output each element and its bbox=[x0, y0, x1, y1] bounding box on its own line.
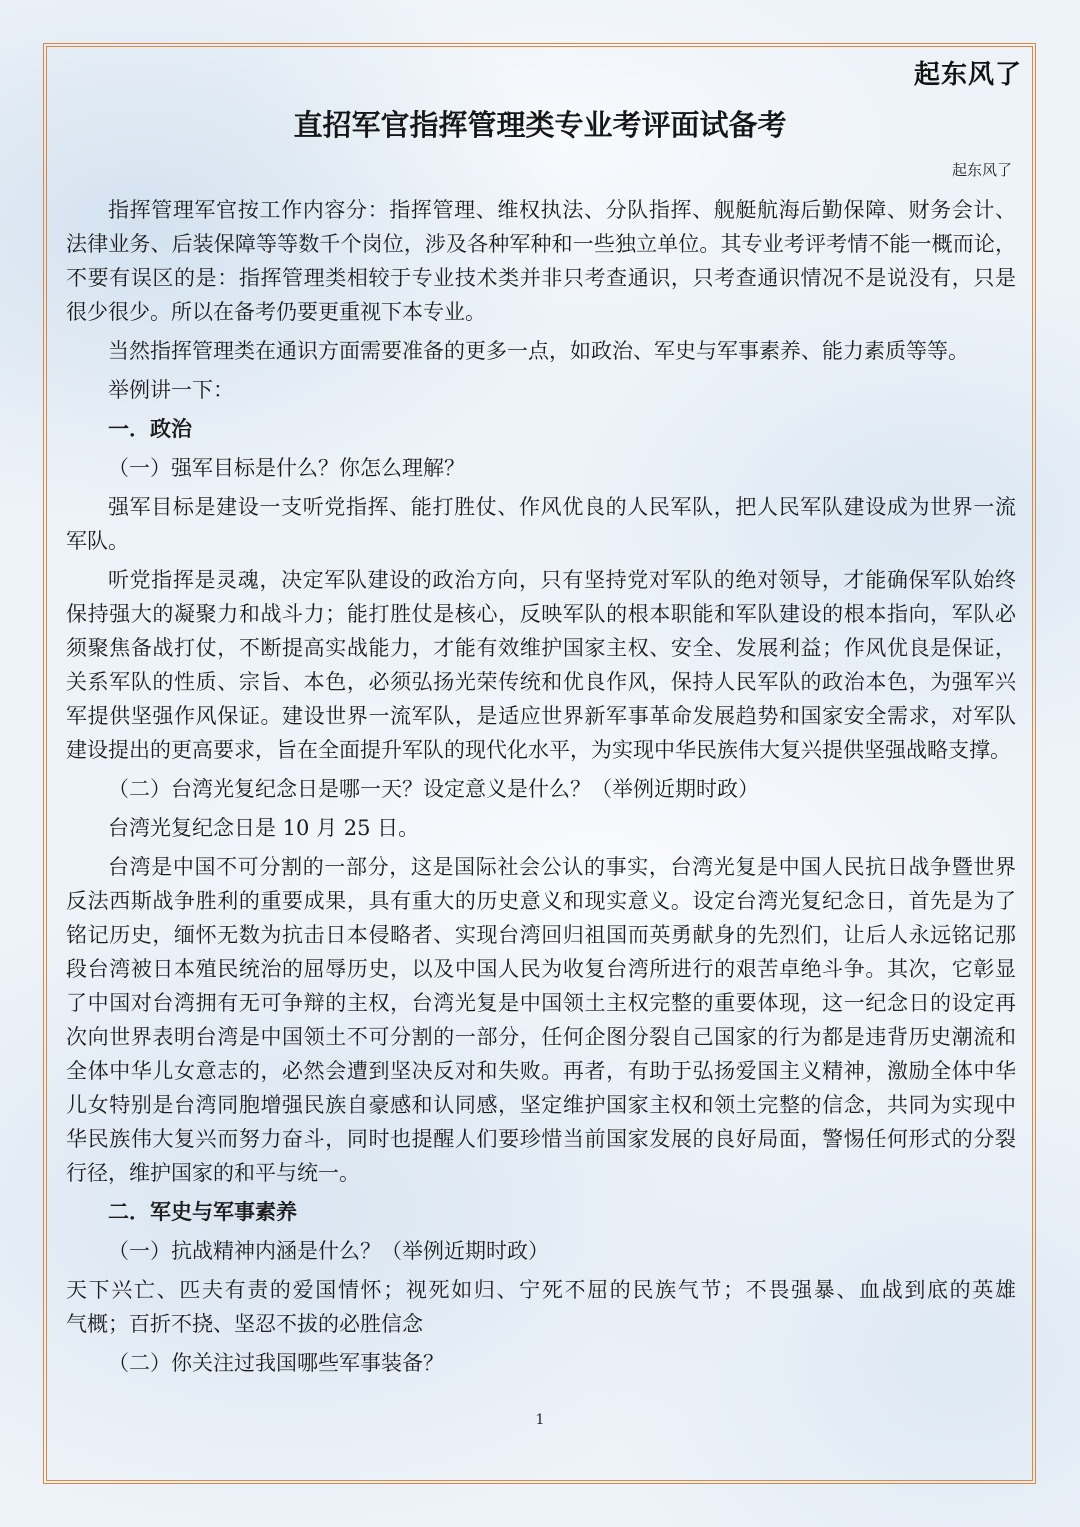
text-line: 气概；百折不挠、坚忍不拔的必胜信念 bbox=[66, 1312, 423, 1336]
text-line: 反法西斯战争胜利的重要成果，具有重大的历史意义和现实意义。设定台湾光复纪念日，首先是为了 bbox=[66, 889, 1016, 913]
document-body bbox=[66, 193, 1016, 1380]
question-text: （一）强军目标是什么？你怎么理解？ bbox=[108, 456, 465, 480]
text-line: 建设提出的更高要求，旨在全面提升军队的现代化水平，为实现中华民族伟大复兴提供坚强战略支撑。 bbox=[66, 738, 1011, 762]
text-line: 了中国对台湾拥有无可争辩的主权，台湾光复是中国领土主权完整的重要体现，这一纪念日的设定再 bbox=[66, 991, 1016, 1015]
text-line: 听党指挥是灵魂，决定军队建设的政治方向，只有坚持党对军队的绝对领导，才能确保军队始终 bbox=[108, 568, 1016, 592]
text-line: 当然指挥管理类在通识方面需要准备的更多一点，如政治、军史与军事素养、能力素质等等。 bbox=[108, 339, 969, 363]
question-text: （二）台湾光复纪念日是哪一天？设定意义是什么？（举例近期时政） bbox=[108, 777, 759, 801]
text-line: 儿女特别是台湾同胞增强民族自豪感和认同感，坚定维护国家主权和领土完整的信念，共同为实现中 bbox=[66, 1093, 1016, 1117]
text-line: 行径，维护国家的和平与统一。 bbox=[66, 1161, 360, 1185]
text-line: 全体中华儿女意志的，必然会遭到坚决反对和失败。再者，有助于弘扬爱国主义精神，激励全体中华 bbox=[66, 1059, 1016, 1083]
text-line: 强军目标是建设一支听党指挥、能打胜仗、作风优良的人民军队，把人民军队建设成为世界一流 bbox=[108, 495, 1016, 519]
text-line: 指挥管理军官按工作内容分：指挥管理、维权执法、分队指挥、舰艇航海后勤保障、财务会计、 bbox=[108, 198, 1016, 222]
text-line: 举例讲一下： bbox=[108, 378, 234, 402]
heading-text: 二．军史与军事素养 bbox=[108, 1199, 297, 1224]
section-2-question-2 bbox=[66, 1346, 1016, 1380]
text-line: 法律业务、后装保障等等数千个岗位，涉及各种军种和一些独立单位。其专业考评考情不能一概而论， bbox=[66, 232, 1016, 256]
brand-mark: 起东风了 bbox=[913, 60, 1022, 90]
section-1-question-1-answer-1 bbox=[66, 490, 1016, 558]
text-line: 很少很少。所以在备考仍要更重视下本专业。 bbox=[66, 300, 486, 324]
question-text: （一）抗战精神内涵是什么？（举例近期时政） bbox=[108, 1239, 549, 1263]
text-line: 华民族伟大复兴而努力奋斗，同时也提醒人们要珍惜当前国家发展的良好局面，警惕任何形式的分裂 bbox=[66, 1127, 1016, 1151]
intro-paragraph-2 bbox=[66, 334, 1016, 368]
section-1-question-1 bbox=[66, 451, 1016, 485]
text-line: 天下兴亡、匹夫有责的爱国情怀；视死如归、宁死不屈的民族气节；不畏强暴、血战到底的英雄 bbox=[66, 1278, 1016, 1302]
page-title: 直招军官指挥管理类专业考评面试备考 bbox=[293, 108, 787, 142]
text-line: 铭记历史，缅怀无数为抗击日本侵略者、实现台湾回归祖国而英勇献身的先烈们，让后人永远铭记那 bbox=[66, 923, 1016, 947]
section-1-heading bbox=[66, 412, 1016, 446]
text-line: 次向世界表明台湾是中国领土不可分割的一部分，任何企图分裂自己国家的行为都是违背历史潮流和 bbox=[66, 1025, 1016, 1049]
section-1-question-1-answer-2 bbox=[66, 563, 1016, 767]
text-line: 台湾光复纪念日是 10 月 25 日。 bbox=[108, 816, 420, 840]
section-2-heading bbox=[66, 1195, 1016, 1229]
section-2-question-1 bbox=[66, 1234, 1016, 1268]
heading-text: 一．政治 bbox=[108, 416, 192, 441]
text-line: 军队。 bbox=[66, 529, 129, 553]
section-1-question-2-answer-2 bbox=[66, 850, 1016, 1190]
intro-paragraph-3 bbox=[66, 373, 1016, 407]
text-line: 段台湾被日本殖民统治的屈辱历史，以及中国人民为收复台湾所进行的艰苦卓绝斗争。其次，它彰显 bbox=[66, 957, 1016, 981]
text-line: 军提供坚强作风保证。建设世界一流军队，是适应世界新军事革命发展趋势和国家安全需求，对军队 bbox=[66, 704, 1016, 728]
text-line: 保持强大的凝聚力和战斗力；能打胜仗是核心，反映军队的根本职能和军队建设的根本指向，军队必 bbox=[66, 602, 1016, 626]
section-1-question-2-answer-1 bbox=[66, 811, 1016, 845]
text-line: 台湾是中国不可分割的一部分，这是国际社会公认的事实，台湾光复是中国人民抗日战争暨世界 bbox=[108, 855, 1016, 879]
section-2-question-1-answer-1 bbox=[66, 1273, 1016, 1341]
intro-paragraph-1 bbox=[66, 193, 1016, 329]
section-1-question-2 bbox=[66, 772, 1016, 806]
author-byline: 起东风了 bbox=[951, 161, 1012, 179]
text-line: 须聚焦备战打仗，不断提高实战能力，才能有效维护国家主权、安全、发展利益；作风优良是保证， bbox=[66, 636, 1016, 660]
page-number: 1 bbox=[535, 1412, 545, 1428]
question-text: （二）你关注过我国哪些军事装备？ bbox=[108, 1351, 444, 1375]
text-line: 不要有误区的是：指挥管理类相较于专业技术类并非只考查通识，只考查通识情况不是说没有，只是 bbox=[66, 266, 1016, 290]
text-line: 关系军队的性质、宗旨、本色，必须弘扬光荣传统和优良作风，保持人民军队的政治本色，为强军兴 bbox=[66, 670, 1016, 694]
